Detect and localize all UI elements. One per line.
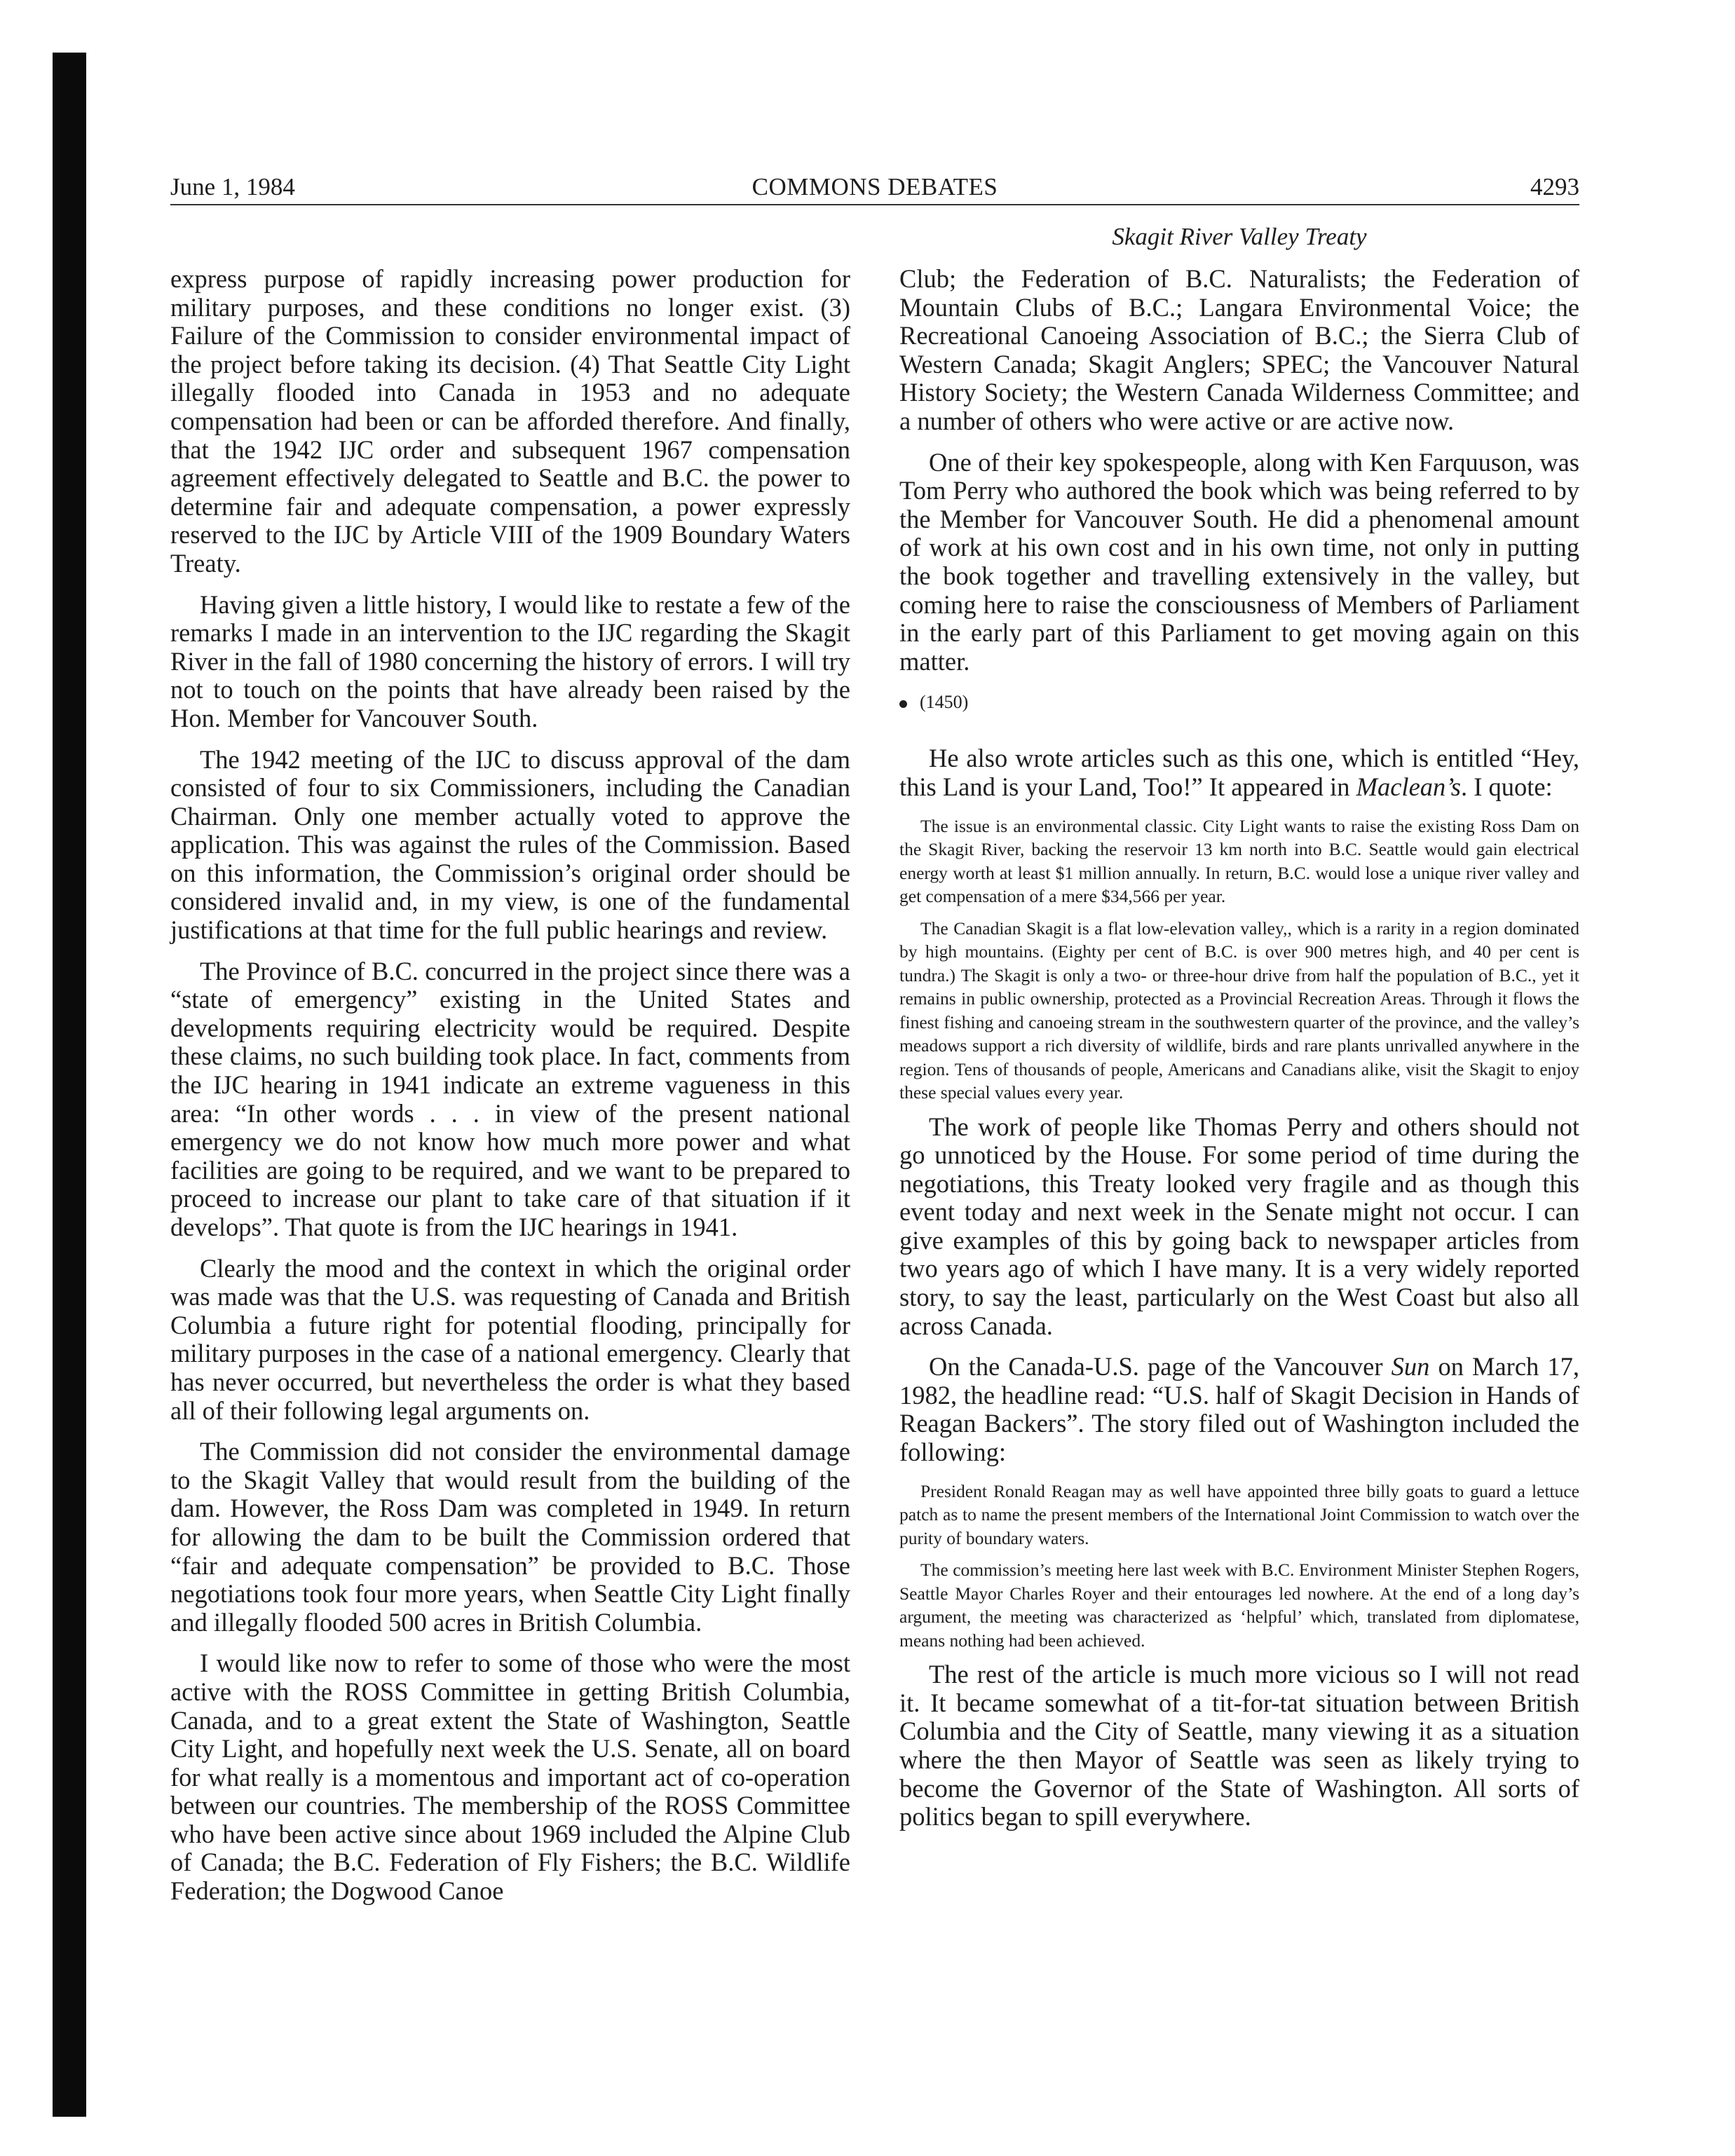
paragraph: The work of people like Thomas Perry and others should not go unnoticed by the House. For some period of time during the negotiations, this Treaty looked very fragile and as though this event today and next week in the Senate might not occur. I can give examples of this by going back to newspaper articles from two years ago of which I have many. It is a very widely reported story, to say the least, particularly on the West Coast but also all across Canada.: [899, 1112, 1579, 1340]
paragraph-text: He also wrote articles such as this one, which is entitled “Hey, this Land is your Land, Too!” It appeared in: [899, 744, 1579, 801]
subject-heading: Skagit River Valley Treaty: [1112, 223, 1367, 250]
paragraph: The Province of B.C. concurred in the project since there was a “state of emergency” existing in the United States and developments requiring electricity would be required. Despite these claims, no such building took place. In fact, comments from the IJC hearing in 1941 indicate an extreme vagueness in this area: “In other words . . . in view of the present national emergency we do not know how much more power and what facilities are going to be required, and we want to be prepared to proceed to increase our plant to take care of that situation if it develops”. That quote is from the IJC hearings in 1941.: [170, 956, 850, 1241]
paragraph: The Commission did not consider the environmental damage to the Skagit Valley that would result from the building of the dam. However, the Ross Dam was completed in 1949. In return for allowing the dam to be built the Commission ordered that “fair and adequate compensation” be provided to B.C. Those negotiations took four more years, when Seattle City Light finally and illegally flooded 500 acres in British Columbia.: [170, 1437, 850, 1637]
block-quote: The issue is an environmental classic. City Light wants to raise the existing Ross Dam on the Skagit River, backing the reservoir 13 km north into B.C. Seattle would gain electrical energy worth at least $1 million annually. In return, B.C. would lose a unique river valley and get compensation of a mere $34,566 per year.: [899, 815, 1579, 906]
block-quote: The commission’s meeting here last week with B.C. Environment Minister Stephen Rogers, Seattle Mayor Charles Royer and their entourages led nowhere. At the end of a long day’s argument, the meeting was characterized as ‘helpful’ which, translated from diplomatese, means nothing had been achieved.: [899, 1560, 1579, 1651]
time-marker: [899, 688, 1579, 716]
paragraph: [899, 1353, 1579, 1466]
block-quote: The Canadian Skagit is a flat low-elevation valley,, which is a rarity in a region dominated by high mountains. (Eighty per cent of B.C. is over 900 metres high, and 40 per cent is tundra.) The Skagit is only a two- or three-hour drive from half the population of B.C., yet it remains in public ownership, protected as a Provincial Recreation Areas. Through it flows the finest fishing and canoeing stream in the southwestern quarter of the province, and the valley’s meadows support a rich diversity of wildlife, birds and rare plants unrivalled anywhere in the region. Tens of thousands of people, Americans and Canadians alike, visit the Skagit to enjoy these special values every year.: [899, 917, 1579, 1103]
block-quote: President Ronald Reagan may as well have appointed three billy goats to guard a lettuce patch as to name the present members of the International Joint Commission to watch over the purity of boundary waters.: [899, 1480, 1579, 1548]
paragraph: The 1942 meeting of the IJC to discuss approval of the dam consisted of four to six Commissioners, including the Canadian Chairman. Only one member actually voted to approve the application. This was against the rules of the Commission. Based on this information, the Commission’s original order should be considered invalid and, in my view, is one of the fundamental justifications at that time for the full public hearings and review.: [170, 744, 850, 945]
paragraph: Having given a little history, I would like to restate a few of the remarks I made in an intervention to the IJC regarding the Skagit River in the fall of 1980 concerning the history of errors. I will try not to touch on the points that have already been raised by the Hon. Member for Vancouver South.: [170, 589, 850, 732]
right-column: [899, 265, 1579, 1844]
paragraph-text: . I quote:: [1460, 772, 1553, 801]
magazine-title: Maclean’s: [1356, 772, 1461, 801]
bullet-icon: [899, 700, 907, 708]
time-marker-text: (1450): [920, 692, 969, 713]
header-date: June 1, 1984: [170, 173, 295, 200]
newspaper-title: Sun: [1391, 1352, 1430, 1381]
paragraph-text: on March 17, 1982, the headline read: “U.S. half of Skagit Decision in Hands of Reagan Backers”. The story filed out of Washington included the following:: [899, 1352, 1579, 1467]
paragraph: express purpose of rapidly increasing power production for military purposes, and these conditions no longer exist. (3) Failure of the Commission to consider environmental impact of the project before taking its decision. (4) That Seattle City Light illegally flooded into Canada in 1953 and no adequate compensation had been or can be afforded therefore. And finally, that the 1942 IJC order and subsequent 1967 compensation agreement effectively delegated to Seattle and B.C. the power to determine fair and adequate compensation, a power expressly reserved to the IJC by Article VIII of the 1909 Boundary Waters Treaty.: [170, 264, 850, 578]
page-number: 4293: [1530, 173, 1579, 200]
paragraph: One of their key spokespeople, along with Ken Farquuson, was Tom Perry who authored the book which was being referred to by the Member for Vancouver South. He did a phenomenal amount of work at his own cost and in his own time, not only in putting the book together and travelling extensively in the valley, but coming here to raise the consciousness of Members of Parliament in the early part of this Parliament to get moving again on this matter.: [899, 447, 1579, 676]
paragraph: Clearly the mood and the context in which the original order was made was that the U.S. was requesting of Canada and British Columbia a future right for potential flooding, principally for military purposes in the case of a national emergency. Clearly that has never occurred, but nevertheless the order is what they based all of their following legal arguments on.: [170, 1253, 850, 1425]
paragraph: The rest of the article is much more vicious so I will not read it. It became somewhat of a tit-for-tat situation between British Columbia and the City of Seattle, many viewing it as a situation where the then Mayor of Seattle was seen as likely trying to become the Governor of the State of Washington. All sorts of politics began to spill everywhere.: [899, 1660, 1579, 1831]
paragraph: I would like now to refer to some of those who were the most active with the ROSS Committee in getting British Columbia, Canada, and to a great extent the State of Washington, Seattle City Light, and hopefully next week the U.S. Senate, all on board for what really is a momentous and important act of co-operation between our countries. The membership of the ROSS Committee who have been active since about 1969 included the Alpine Club of Canada; the B.C. Federation of Fly Fishers; the B.C. Wildlife Federation; the Dogwood Canoe: [170, 1649, 850, 1906]
paragraph: [899, 744, 1579, 801]
left-column: [170, 265, 850, 1918]
paragraph-text: On the Canada-U.S. page of the Vancouver: [929, 1352, 1392, 1381]
publication-title: COMMONS DEBATES: [751, 173, 998, 200]
scan-border: [53, 53, 86, 2117]
page-header: [170, 170, 1579, 205]
paragraph: Club; the Federation of B.C. Naturalists; the Federation of Mountain Clubs of B.C.; Langara Environmental Voice; the Recreational Canoeing Association of B.C.; the Sierra Club of Western Canada; Skagit Anglers; SPEC; the Vancouver Natural History Society; the Western Canada Wilderness Committee; and a number of others who were active or are active now.: [899, 264, 1579, 435]
